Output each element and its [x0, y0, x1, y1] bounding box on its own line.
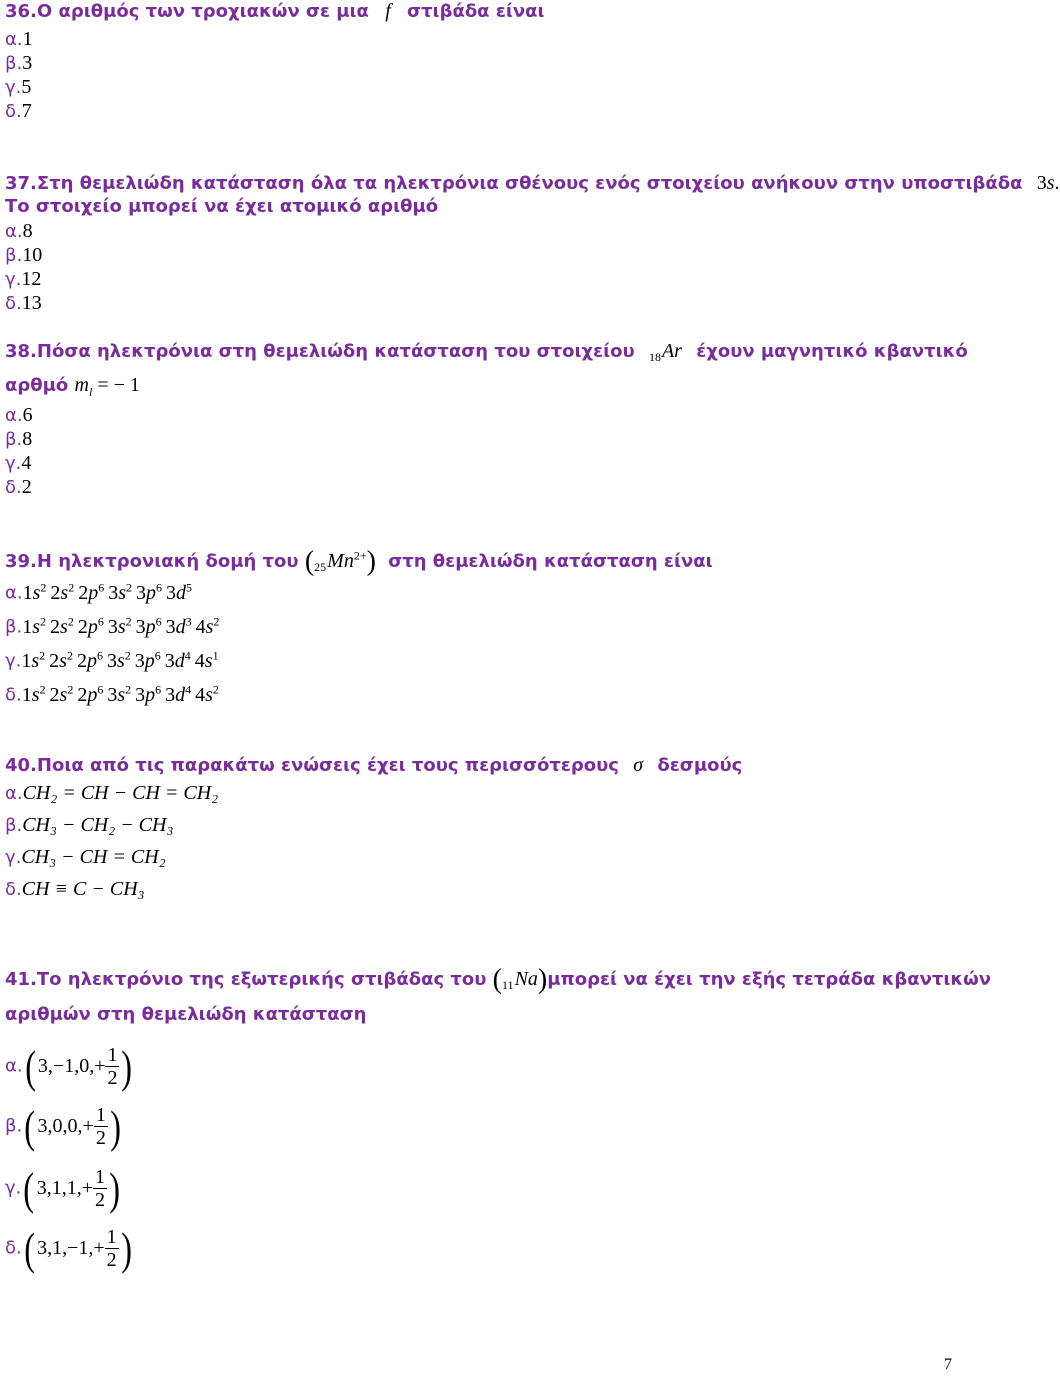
orbital-electrons: 2	[40, 614, 47, 628]
q41-title-text: 41.Το ηλεκτρόνιο της εξωτερικής στιβάδας του	[5, 969, 487, 990]
fraction-num: 1	[95, 1104, 106, 1126]
q40-option-c[interactable]	[5, 846, 166, 869]
orbital-l: p	[88, 581, 99, 604]
orbital-term	[108, 616, 132, 638]
q40-title	[5, 754, 742, 777]
spin-fraction	[93, 1166, 107, 1211]
orbital-l: s	[31, 683, 40, 706]
orbital-electrons: 2	[39, 648, 46, 662]
orbital-n: 2	[77, 683, 88, 706]
q38-title-end: έχουν μαγνητικό κβαντικό	[696, 341, 968, 362]
orbital-term	[78, 582, 104, 604]
orbital-n: 4	[195, 615, 206, 638]
option-label: β.	[5, 815, 23, 836]
q37-title-end: .	[1054, 172, 1060, 194]
orbital-n: 2	[49, 649, 60, 672]
orbital-n: 1	[22, 615, 33, 638]
orbital-term	[107, 650, 131, 672]
q37-option-b[interactable]	[5, 244, 42, 267]
q37-subshell-l: s	[1046, 172, 1055, 194]
orbital-n: 3	[165, 683, 176, 706]
econfig	[23, 582, 196, 604]
spin-fraction	[105, 1044, 119, 1089]
q38-ml-sub: l	[88, 385, 93, 399]
q39-option-a[interactable]	[5, 580, 196, 605]
orbital-l: s	[31, 649, 40, 672]
orbital-n: 3	[134, 649, 145, 672]
orbital-electrons: 6	[155, 614, 162, 628]
q41-subtitle: αριθμών στη θεμελιώδη κατάσταση	[5, 1004, 367, 1025]
q40-title-end: δεσμούς	[657, 755, 743, 776]
q40-option-d[interactable]	[5, 878, 145, 901]
option-label: δ.	[5, 1237, 22, 1259]
orbital-term	[77, 650, 103, 672]
fraction-num: 1	[107, 1044, 118, 1066]
orbital-l: p	[87, 683, 98, 706]
q37-title-text: 37.Στη θεμελιώδη κατάσταση όλα τα ηλεκτρόνια σθένους ενός στοιχείου ανήκουν στην υποστιβάδα	[5, 173, 1023, 194]
econfig	[22, 684, 223, 706]
fraction-den: 2	[106, 1249, 117, 1271]
orbital-electrons: 6	[155, 580, 162, 594]
orbital-l: s	[205, 683, 213, 706]
q36-title	[5, 0, 545, 23]
option-value: 7	[21, 100, 32, 122]
orbital-term	[136, 616, 162, 638]
orbital-term	[166, 582, 192, 604]
q41-atom-z: 11	[502, 978, 514, 992]
orbital-n: 4	[195, 683, 206, 706]
option-tuple: 3,−1,0,+	[37, 1055, 106, 1077]
q38-subtitle	[5, 374, 140, 400]
orbital-term	[107, 684, 131, 706]
orbital-l: p	[87, 615, 98, 638]
q39-ion-z: 25	[314, 560, 327, 574]
q36-var: f	[385, 0, 391, 22]
orbital-l: d	[175, 615, 186, 638]
option-value: 4	[21, 452, 32, 474]
q41-option-c[interactable]: γ.( 3,1,1,+ $\frac{1}{2}$ )	[5, 1163, 121, 1214]
fraction-den: 2	[94, 1189, 105, 1211]
q36-title-text: 36.Ο αριθμός των τροχιακών σε μια	[5, 1, 369, 22]
orbital-electrons: 2	[124, 648, 131, 662]
q39-ion: Mn	[327, 550, 354, 572]
q37-option-c[interactable]	[5, 268, 41, 291]
orbital-l: s	[59, 683, 68, 706]
orbital-l: s	[117, 683, 126, 706]
q38-option-c[interactable]	[5, 452, 31, 475]
option-value: 8	[22, 428, 33, 450]
orbital-term	[21, 650, 45, 672]
option-tuple: 3,0,0,+	[37, 1115, 94, 1137]
orbital-electrons: 2	[67, 614, 74, 628]
orbital-electrons: 3	[185, 614, 192, 628]
option-label: γ.	[5, 453, 22, 474]
option-label: δ.	[5, 477, 22, 498]
orbital-electrons: 1	[212, 648, 219, 662]
orbital-term	[165, 650, 191, 672]
q38-option-a[interactable]	[5, 404, 33, 427]
q39-title: 39.Η ηλεκτρονιακή δομή του $(_{25}Mn^{2+})$ στη θεμελιώδη κατάσταση είναι	[5, 546, 713, 577]
orbital-l: s	[118, 581, 126, 604]
option-formula: CH ≡ C − CH₃	[21, 878, 145, 900]
fraction-den: 2	[107, 1067, 118, 1089]
orbital-term	[165, 684, 191, 706]
econfig	[22, 616, 223, 638]
orbital-n: 1	[22, 581, 33, 604]
orbital-electrons: 5	[185, 580, 192, 594]
option-label: β.	[5, 616, 23, 638]
q36-option-b[interactable]	[5, 52, 32, 75]
orbital-l: s	[60, 615, 68, 638]
orbital-n: 2	[50, 581, 61, 604]
orbital-term	[23, 582, 47, 604]
fraction-num: 1	[106, 1226, 117, 1248]
option-value: 13	[21, 292, 42, 314]
orbital-electrons: 4	[185, 682, 192, 696]
q37-option-a[interactable]	[5, 220, 33, 243]
orbital-term	[77, 684, 103, 706]
option-value: 8	[22, 220, 33, 242]
orbital-term	[22, 616, 46, 638]
orbital-electrons: 2	[213, 614, 220, 628]
option-label: α.	[5, 29, 23, 50]
orbital-n: 3	[165, 615, 176, 638]
option-formula: CH₃ − CH₂ − CH₃	[22, 814, 174, 836]
spin-fraction	[94, 1104, 108, 1149]
orbital-n: 3	[164, 649, 175, 672]
q40-title-text: 40.Ποια από τις παρακάτω ενώσεις έχει τους περισσότερους	[5, 755, 619, 776]
q39-option-d[interactable]	[5, 682, 223, 707]
option-tuple: 3,1,1,+	[36, 1177, 93, 1199]
option-value: 10	[22, 244, 43, 266]
orbital-l: s	[32, 615, 41, 638]
option-label: δ.	[5, 101, 22, 122]
option-value: 6	[22, 404, 33, 426]
orbital-electrons: 6	[98, 580, 105, 594]
option-value: 1	[22, 28, 33, 50]
orbital-n: 3	[135, 615, 146, 638]
orbital-n: 3	[135, 683, 146, 706]
q36-option-d[interactable]	[5, 100, 32, 123]
option-label: α.	[5, 1055, 23, 1077]
orbital-n: 2	[78, 581, 89, 604]
q37-title	[5, 172, 1060, 195]
orbital-l: s	[32, 581, 41, 604]
option-value: 2	[21, 476, 32, 498]
option-label: α.	[5, 405, 23, 426]
orbital-n: 2	[49, 683, 60, 706]
orbital-term	[50, 582, 74, 604]
orbital-electrons: 2	[125, 614, 132, 628]
option-formula: CH₂ = CH − CH = CH₂	[22, 782, 219, 804]
orbital-l: s	[60, 581, 69, 604]
orbital-n: 2	[77, 615, 88, 638]
orbital-term	[136, 582, 162, 604]
q39-title-text: 39.Η ηλεκτρονιακή δομή του	[5, 551, 299, 572]
q38-element: Ar	[661, 340, 682, 362]
orbital-l: s	[59, 649, 67, 672]
orbital-l: p	[145, 615, 156, 638]
orbital-electrons: 2	[125, 580, 132, 594]
option-label: α.	[5, 221, 23, 242]
fraction-num: 1	[94, 1166, 105, 1188]
q37-subshell-n: 3	[1036, 172, 1047, 194]
option-label: γ.	[5, 847, 22, 868]
q36-option-c[interactable]	[5, 76, 31, 99]
orbital-n: 3	[108, 581, 119, 604]
option-label: α.	[5, 582, 23, 604]
orbital-term	[108, 582, 132, 604]
orbital-n: 1	[21, 683, 32, 706]
orbital-term	[22, 684, 46, 706]
orbital-term	[49, 650, 73, 672]
option-label: δ.	[5, 879, 22, 900]
orbital-term	[50, 684, 74, 706]
q40-option-b[interactable]	[5, 814, 173, 837]
orbital-electrons: 6	[97, 614, 104, 628]
orbital-electrons: 6	[96, 648, 103, 662]
q40-option-a[interactable]	[5, 782, 218, 805]
orbital-n: 3	[107, 683, 118, 706]
orbital-electrons: 6	[154, 648, 161, 662]
option-label: β.	[5, 429, 23, 450]
orbital-electrons: 4	[184, 648, 191, 662]
q38-option-b[interactable]	[5, 428, 32, 451]
q38-element-z: 18	[648, 350, 661, 364]
q41-atom: Na	[514, 968, 538, 990]
econfig	[21, 650, 222, 672]
q36-option-a[interactable]	[5, 28, 33, 51]
q39-option-c[interactable]	[5, 648, 223, 673]
q38-title	[5, 340, 968, 365]
fraction-den: 2	[95, 1127, 106, 1149]
orbital-l: p	[86, 649, 97, 672]
orbital-n: 3	[106, 649, 117, 672]
option-value: 3	[22, 52, 33, 74]
orbital-term	[166, 616, 192, 638]
option-label: γ.	[5, 1177, 22, 1199]
orbital-electrons: 2	[125, 682, 132, 696]
orbital-n: 4	[194, 649, 205, 672]
q38-option-d[interactable]	[5, 476, 32, 499]
orbital-term	[195, 650, 219, 672]
orbital-l: p	[145, 683, 156, 706]
q38-ml-symbol: m	[74, 374, 89, 396]
orbital-l: d	[174, 649, 185, 672]
orbital-term	[135, 650, 161, 672]
option-label: γ.	[5, 77, 22, 98]
orbital-electrons: 2	[212, 682, 219, 696]
option-formula: CH₃ − CH = CH₂	[21, 846, 166, 868]
q39-title-end: στη θεμελιώδη κατάσταση είναι	[388, 551, 713, 572]
q39-option-b[interactable]	[5, 614, 223, 639]
option-tuple: 3,1,−1,+	[37, 1237, 105, 1259]
spin-fraction	[105, 1226, 119, 1271]
orbital-term	[196, 616, 220, 638]
orbital-electrons: 6	[155, 682, 162, 696]
option-label: γ.	[5, 269, 22, 290]
q41-title-end: μπορεί να έχει την εξής τετράδα κβαντικών	[547, 969, 992, 990]
orbital-l: s	[116, 649, 125, 672]
q37-subtitle: Το στοιχείο μπορεί να έχει ατομικό αριθμό	[5, 196, 439, 217]
option-label: β.	[5, 245, 23, 266]
option-value: 5	[21, 76, 32, 98]
orbital-electrons: 2	[40, 580, 47, 594]
orbital-electrons: 2	[39, 682, 46, 696]
q41-option-d[interactable]: δ.( 3,1,−1,+ $\frac{1}{2}$ )	[5, 1223, 132, 1274]
page-number: 7	[944, 1356, 952, 1373]
option-label: β.	[5, 1115, 23, 1137]
q37-option-d[interactable]	[5, 292, 42, 315]
q38-ml-eq: = − 1	[97, 374, 140, 396]
q38-title-text: 38.Πόσα ηλεκτρόνια στη θεμελιώδη κατάσταση του στοιχείου	[5, 341, 635, 362]
orbital-term	[50, 616, 74, 638]
orbital-n: 1	[21, 649, 32, 672]
orbital-term	[135, 684, 161, 706]
q41-option-b[interactable]: β.( 3,0,0,+ $\frac{1}{2}$ )	[5, 1101, 121, 1152]
option-value: 12	[21, 268, 42, 290]
orbital-term	[195, 684, 219, 706]
orbital-l: p	[144, 649, 155, 672]
orbital-term	[78, 616, 104, 638]
orbital-n: 3	[107, 615, 118, 638]
q40-sigma: σ	[633, 754, 644, 776]
orbital-n: 2	[76, 649, 87, 672]
orbital-n: 3	[165, 581, 176, 604]
option-label: γ.	[5, 650, 22, 672]
orbital-electrons: 2	[67, 682, 74, 696]
option-label: α.	[5, 783, 23, 804]
orbital-l: d	[175, 581, 186, 604]
orbital-n: 2	[50, 615, 61, 638]
orbital-electrons: 2	[68, 580, 75, 594]
option-label: β.	[5, 53, 23, 74]
orbital-l: s	[205, 615, 214, 638]
q36-title-end: στιβάδα είναι	[407, 1, 545, 22]
q39-ion-charge: 2+	[353, 548, 367, 563]
orbital-electrons: 6	[97, 682, 104, 696]
orbital-l: s	[117, 615, 126, 638]
orbital-electrons: 2	[66, 648, 73, 662]
orbital-l: p	[145, 581, 156, 604]
option-label: δ.	[5, 684, 22, 706]
q41-title: 41.Το ηλεκτρόνιο της εξωτερικής στιβάδας του $(_{11}Na)\mu\pi o\rho\varepsilon ί$ να έχει την εξής τετράδα κβαντικών	[5, 964, 992, 995]
q38-subtitle-text: αρθμό	[5, 375, 69, 396]
option-label: δ.	[5, 293, 22, 314]
orbital-l: d	[175, 683, 186, 706]
orbital-l: s	[204, 649, 213, 672]
orbital-n: 3	[135, 581, 146, 604]
q41-option-a[interactable]: α.( 3,−1,0,+ $\frac{1}{2}$ )	[5, 1041, 133, 1092]
